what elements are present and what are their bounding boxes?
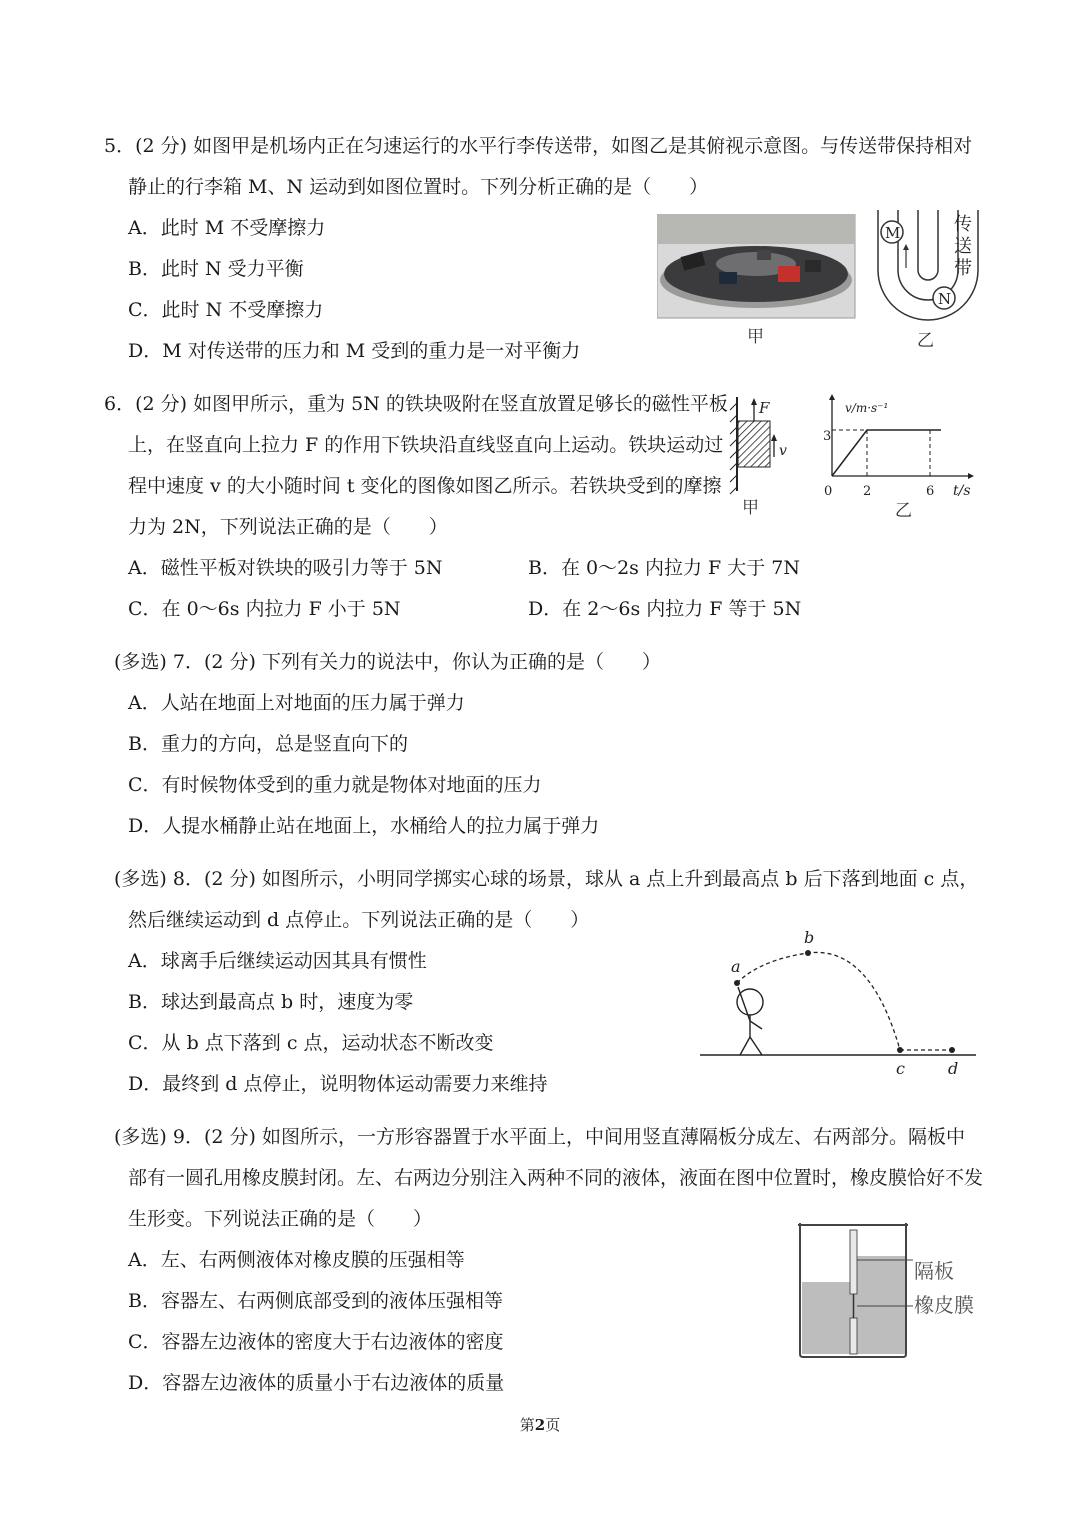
q5-stem-line1: 5．(2 分) 如图甲是机场内正在匀速运行的水平行李传送带，如图乙是其俯视示意图。与传送带保持相对 <box>104 135 973 157</box>
q5-stem-line2: 静止的行李箱 M、N 运动到如图位置时。下列分析正确的是（ ） <box>128 176 709 198</box>
q8-option-b: B．球达到最高点 b 时，速度为零 <box>128 991 414 1013</box>
page-number-suffix: 页 <box>545 1416 561 1434</box>
q8-label-d: d <box>948 1059 959 1078</box>
q9-stem-line3: 生形变。下列说法正确的是（ ） <box>128 1208 433 1230</box>
vt-tick-x6: 6 <box>926 484 935 499</box>
q7-option-a: A．人站在地面上对地面的压力属于弹力 <box>128 692 465 714</box>
q9-stem-line2: 部有一圆孔用橡皮膜封闭。左、右两边分别注入两种不同的液体，液面在图中位置时，橡皮膜恰好不发 <box>128 1167 984 1189</box>
q8-stem-line1: (多选) 8．(2 分) 如图所示，小明同学掷实心球的场景，球从 a 点上升到最高点 b 后下落到地面 c 点， <box>114 868 979 890</box>
q7-option-b: B．重力的方向，总是竖直向下的 <box>128 733 408 755</box>
vt-tick-x0: 0 <box>824 484 833 499</box>
vt-tick-x2: 2 <box>863 484 872 499</box>
q5-option-d: D．M 对传送带的压力和 M 受到的重力是一对平衡力 <box>128 340 581 362</box>
q5-option-c: C．此时 N 不受摩擦力 <box>128 299 324 321</box>
q9-option-a: A．左、右两侧液体对橡皮膜的压强相等 <box>128 1249 465 1271</box>
q9-stem-line1: (多选) 9．(2 分) 如图所示，一方形容器置于水平面上，中间用竖直薄隔板分成左、右两部分。隔板中 <box>114 1126 965 1148</box>
q5-figure-jia-photo <box>657 214 857 354</box>
q7-option-d: D．人提水桶静止站在地面上，水桶给人的拉力属于弹力 <box>128 815 600 837</box>
vt-tick-y3: 3 <box>823 429 832 444</box>
q9-partition-upper <box>850 1230 857 1294</box>
q5-figure-yi-label: 乙 <box>917 331 934 351</box>
q6-option-c: C．在 0～6s 内拉力 F 小于 5N <box>128 598 401 620</box>
q7-option-c: C．有时候物体受到的重力就是物体对地面的压力 <box>128 774 542 796</box>
q8-option-c: C．从 b 点下落到 c 点，运动状态不断改变 <box>128 1032 494 1054</box>
q6-figure-yi-label: 乙 <box>895 501 912 521</box>
q9-partition-lower <box>850 1318 857 1354</box>
q5-belt-label-3: 带 <box>954 258 972 279</box>
q8-person-head <box>737 989 763 1015</box>
page-number-prefix: 第 <box>519 1416 535 1434</box>
q6-velocity-label: v <box>779 443 787 459</box>
q8-stem-line2: 然后继续运动到 d 点停止。下列说法正确的是（ ） <box>128 909 590 931</box>
q8-figure-projectile <box>700 925 980 1080</box>
q9-option-b: B．容器左、右两侧底部受到的液体压强相等 <box>128 1290 503 1312</box>
q6-option-a: A．磁性平板对铁块的吸引力等于 5N <box>128 557 443 579</box>
q6-stem-line3: 程中速度 v 的大小随时间 t 变化的图像如图乙所示。若铁块受到的摩擦 <box>128 475 722 497</box>
q6-figure-jia-label: 甲 <box>742 498 759 518</box>
q8-label-a: a <box>731 957 741 976</box>
q5-belt-label-1: 传 <box>954 214 972 235</box>
q5-label-m: M <box>885 224 901 242</box>
q9-figure-container <box>795 1220 980 1362</box>
vt-series-line <box>832 430 941 476</box>
q9-label-membrane: 橡皮膜 <box>914 1293 974 1317</box>
q7-stem-line1: (多选) 7．(2 分) 下列有关力的说法中，你认为正确的是（ ） <box>114 651 661 673</box>
q5-figure-yi-diagram <box>870 208 980 353</box>
q5-option-b: B．此时 N 受力平衡 <box>128 258 304 280</box>
q8-point-b <box>805 950 811 956</box>
q6-stem-line1: 6．(2 分) 如图甲所示，重为 5N 的铁块吸附在竖直放置足够长的磁性平板 <box>104 393 728 415</box>
q9-option-d: D．容器左边液体的质量小于右边液体的质量 <box>128 1372 505 1394</box>
q8-option-d: D．最终到 d 点停止，说明物体运动需要力来维持 <box>128 1073 548 1095</box>
q5-belt-label-2: 送 <box>954 236 972 257</box>
q9-right-liquid <box>855 1256 905 1354</box>
q5-option-a: A．此时 M 不受摩擦力 <box>128 217 326 239</box>
q8-point-d <box>949 1047 955 1053</box>
page-number <box>0 1414 1080 1435</box>
q9-label-partition: 隔板 <box>914 1259 954 1283</box>
vt-x-axis-label: t/s <box>953 483 971 499</box>
q9-left-liquid <box>802 1282 855 1354</box>
q6-figure-yi-vt-graph <box>815 392 980 522</box>
q5-label-n: N <box>938 290 952 308</box>
q6-stem-line4: 力为 2N，下列说法正确的是（ ） <box>128 516 448 538</box>
q6-figure-jia-diagram <box>725 393 800 523</box>
q5-figure-jia-label: 甲 <box>747 327 764 347</box>
q6-force-label: F <box>759 399 770 417</box>
q6-stem-line2: 上，在竖直向上拉力 F 的作用下铁块沿直线竖直向上运动。铁块运动过 <box>128 434 724 456</box>
q6-option-b: B．在 0～2s 内拉力 F 大于 7N <box>528 557 800 579</box>
q8-option-a: A．球离手后继续运动因其具有惯性 <box>128 950 427 972</box>
q8-label-c: c <box>896 1059 905 1078</box>
q6-option-d: D．在 2～6s 内拉力 F 等于 5N <box>528 598 802 620</box>
vt-y-axis-label: v/m·s⁻¹ <box>845 401 889 415</box>
q9-option-c: C．容器左边液体的密度大于右边液体的密度 <box>128 1331 504 1353</box>
page-number-value: 2 <box>534 1416 546 1434</box>
q8-label-b: b <box>804 928 815 947</box>
